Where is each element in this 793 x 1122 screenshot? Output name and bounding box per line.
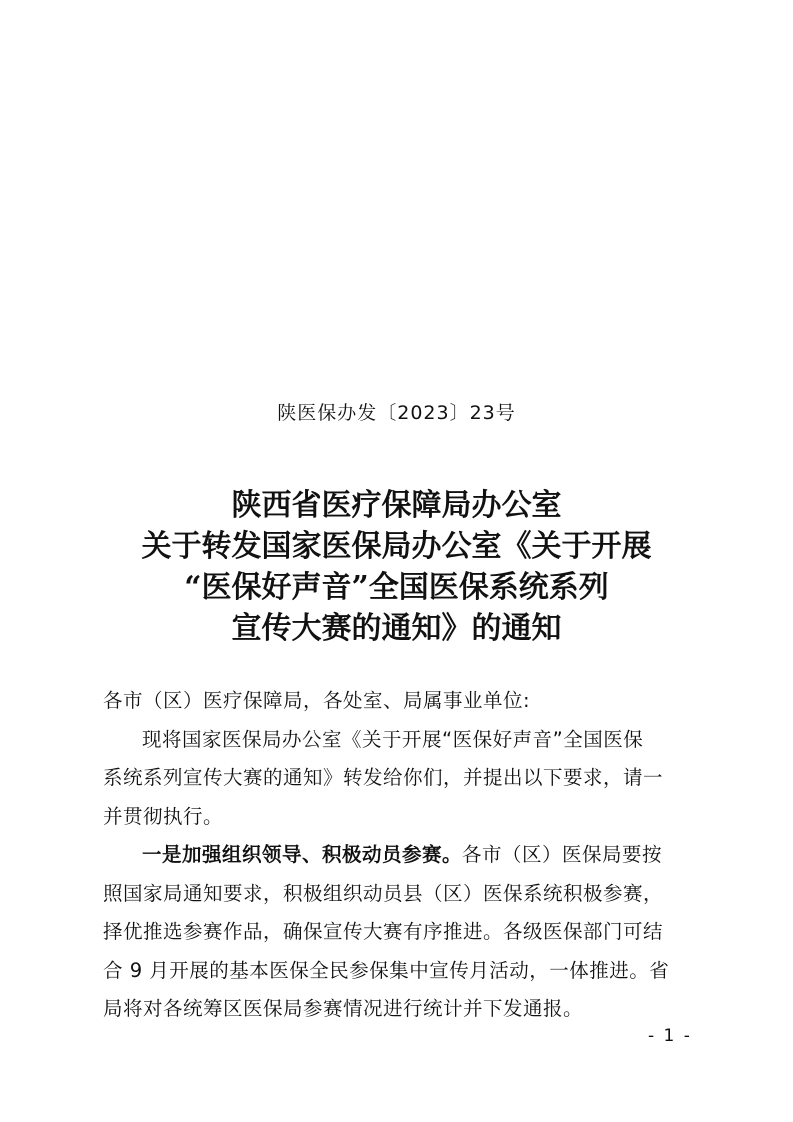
document-title: [0, 485, 793, 649]
title-line: 关于转发国家医保局办公室《关于开展: [141, 529, 652, 564]
intro-line: 并贯彻执行。: [103, 804, 224, 828]
title-line: 陕西省医疗保障局办公室: [231, 488, 562, 523]
intro-line: 系统系列宣传大赛的通知》转发给你们，并提出以下要求，请一: [103, 766, 664, 789]
salutation: [103, 682, 703, 721]
intro-line: 现将国家医保局办公室《关于开展“医保好声音”全国医保: [142, 727, 644, 751]
point-one-first-line: [103, 836, 703, 875]
intro-paragraph: [103, 721, 703, 837]
salutation-text: 各市（区）医疗保障局，各处室、局属事业单位:: [103, 689, 531, 712]
document-body: [103, 682, 703, 1029]
point-one-line: 择优推选参赛作品，确保宣传大赛有序推进。各级医保部门可结: [103, 920, 664, 943]
point-one-heading: 一是加强组织领导、积极动员参赛。: [142, 843, 463, 866]
point-one-line: 照国家局通知要求，积极组织动员县（区）医保系统积极参赛，: [103, 881, 664, 905]
point-one-first-line-text: 各市（区）医保局要按: [462, 843, 663, 866]
title-line: 宣传大赛的通知》的通知: [231, 611, 562, 646]
point-one-line: 合 9 月开展的基本医保全民参保集中宣传月活动，一体推进。省: [103, 958, 670, 982]
point-one-line: 局将对各统筹区医保局参赛情况进行统计并下发通报。: [103, 997, 584, 1020]
page-number: - 1 -: [648, 1026, 692, 1046]
title-line: “医保好声音”全国医保系统系列: [184, 570, 609, 605]
point-one-paragraph: [103, 836, 703, 1029]
document-number: 陕医保办发〔2023〕23号: [277, 402, 516, 424]
